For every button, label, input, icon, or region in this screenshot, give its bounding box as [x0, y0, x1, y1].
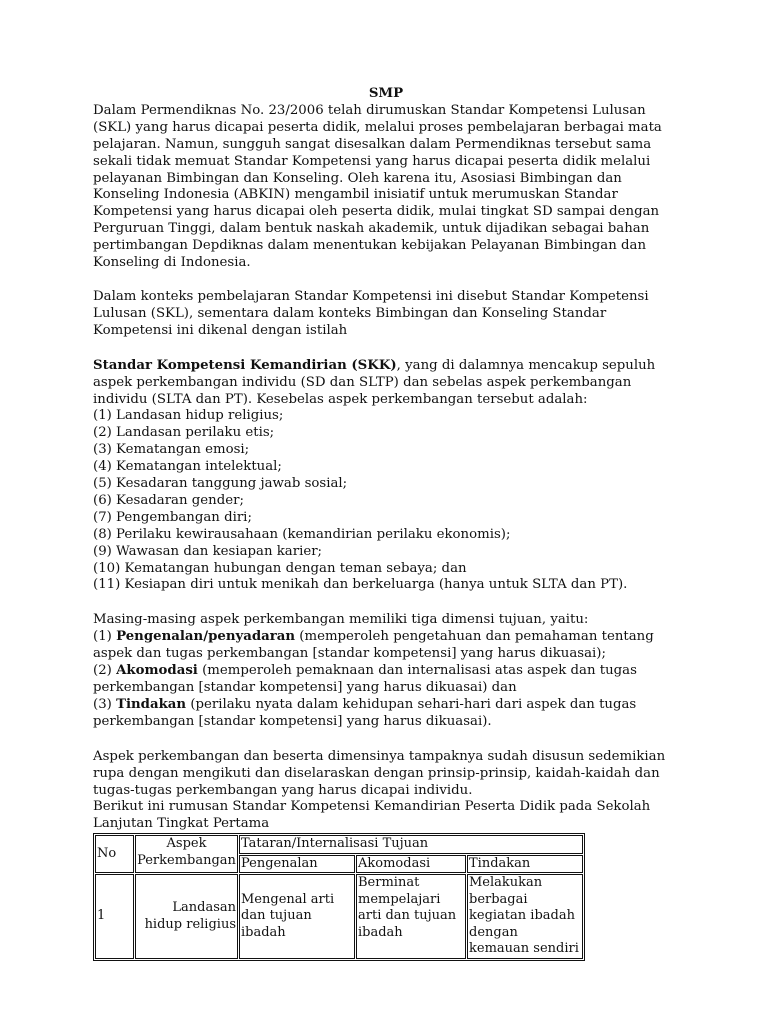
list-item: (8) Perilaku kewirausahaan (kemandirian perilaku ekonomis); — [93, 526, 511, 542]
cell-aspek: Landasan hidup religius — [135, 874, 238, 959]
competency-table — [93, 833, 585, 961]
list-item: (9) Wawasan dan kesiapan karier; — [93, 543, 323, 559]
list-item: (2) Landasan perilaku etis; — [93, 425, 275, 441]
spacer — [93, 272, 679, 289]
header-pengenalan: Pengenalan — [239, 855, 355, 874]
paragraph-intro: Dalam Permendiknas No. 23/2006 telah dirumuskan Standar Kompetensi Lulusan (SKL) yang harus dicapai peserta didik, melalui proses pembelajaran berbagai mata pelajaran. Namun, sungguh sangat disesalkan dalam Permendiknas tersebut sama sekali tidak memuat Standar Kompetensi yang harus dicapai peserta didik melalui pelayanan Bimbingan dan Konseling. Oleh karena itu, Asosiasi Bimbingan dan Konseling Indonesia (ABKIN) mengambil inisiatif untuk merumuskan Standar Kompetensi yang harus dicapai oleh peserta didik, mulai tingkat SD sampai dengan Perguruan Tinggi, dalam bentuk naskah akademik, untuk dijadikan sebagai bahan pertimbangan Depdiknas dalam menentukan kebijakan Pelayanan Bimbingan dan Konseling di Indonesia. — [93, 102, 662, 271]
list-item: (2) Akomodasi (memperoleh pemaknaan dan internalisasi atas aspek dan tugas perkembangan [standar kompetensi] yang harus dikuasai) dan — [93, 663, 637, 695]
skk-description: , yang di dalamnya mencakup sepuluh aspek perkembangan individu (SD dan SLTP) dan sebelas aspek perkembangan individu (SLTA dan PT). Kesebelas aspek perkembangan tersebut adalah: — [93, 357, 656, 407]
cell-no: 1 — [95, 874, 134, 959]
paragraph-aspects: Aspek perkembangan dan beserta dimensinya tampaknya sudah disusun sedemikian rupa dengan mengikuti dan diselaraskan dengan prinsip-prinsip, kaidah-kaidah dan tugas-tugas perkembangan yang harus dicapai individu. — [93, 748, 666, 798]
list-item: (5) Kesadaran tanggung jawab sosial; — [93, 476, 348, 492]
header-no: No — [95, 835, 134, 873]
skk-term: Standar Kompetensi Kemandirian (SKK) — [93, 357, 397, 373]
list-item: (4) Kematangan intelektual; — [93, 459, 282, 475]
paragraph-skk — [93, 357, 679, 409]
spacer — [93, 340, 679, 357]
header-tindakan: Tindakan — [467, 855, 583, 874]
list-item: (11) Kesiapan diri untuk menikah dan berkeluarga (hanya untuk SLTA dan PT). — [93, 577, 628, 593]
cell-tindakan: Melakukan berbagai kegiatan ibadah dengan kemauan sendiri — [467, 874, 583, 959]
header-tataran: Tataran/Internalisasi Tujuan — [239, 835, 583, 854]
table-header-row — [95, 835, 583, 854]
cell-akomodasi: Berminat mempelajari arti dan tujuan ibadah — [356, 874, 466, 959]
list-item: (3) Tindakan (perilaku nyata dalam kehidupan sehari-hari dari aspek dan tugas perkembangan [standar kompetensi] yang harus dikuasai). — [93, 696, 637, 729]
list-item: (7) Pengembangan diri; — [93, 509, 252, 525]
document-title: SMP — [368, 86, 404, 101]
table-row — [95, 874, 583, 959]
header-akomodasi: Akomodasi — [356, 855, 466, 874]
document-page — [93, 86, 679, 961]
list-item: (3) Kematangan emosi; — [93, 442, 250, 458]
list-item: (1) Landasan hidup religius; — [93, 408, 284, 424]
list-item: (1) Pengenalan/penyadaran (memperoleh pengetahuan dan pemahaman tentang aspek dan tugas perkembangan [standar kompetensi] yang harus dikuasai); — [93, 629, 654, 662]
paragraph-context: Dalam konteks pembelajaran Standar Kompetensi ini disebut Standar Kompetensi Lulusan (SKL), sementara dalam konteks Bimbingan dan Konseling Standar Kompetensi ini dikenal dengan istilah — [93, 288, 649, 338]
cell-pengenalan: Mengenal arti dan tujuan ibadah — [239, 874, 355, 959]
aspect-list — [93, 408, 679, 594]
list-item: (6) Kesadaran gender; — [93, 492, 244, 508]
header-aspek: Aspek Perkembangan — [135, 835, 238, 873]
spacer — [93, 594, 679, 611]
spacer — [93, 731, 679, 748]
dimension-list — [93, 629, 679, 730]
dimensions-intro: Masing-masing aspek perkembangan memiliki tiga dimensi tujuan, yaitu: — [93, 612, 589, 628]
list-item: (10) Kematangan hubungan dengan teman sebaya; dan — [93, 560, 467, 576]
paragraph-table-intro: Berikut ini rumusan Standar Kompetensi Kemandirian Peserta Didik pada Sekolah Lanjutan Tingkat Pertama — [93, 799, 651, 832]
